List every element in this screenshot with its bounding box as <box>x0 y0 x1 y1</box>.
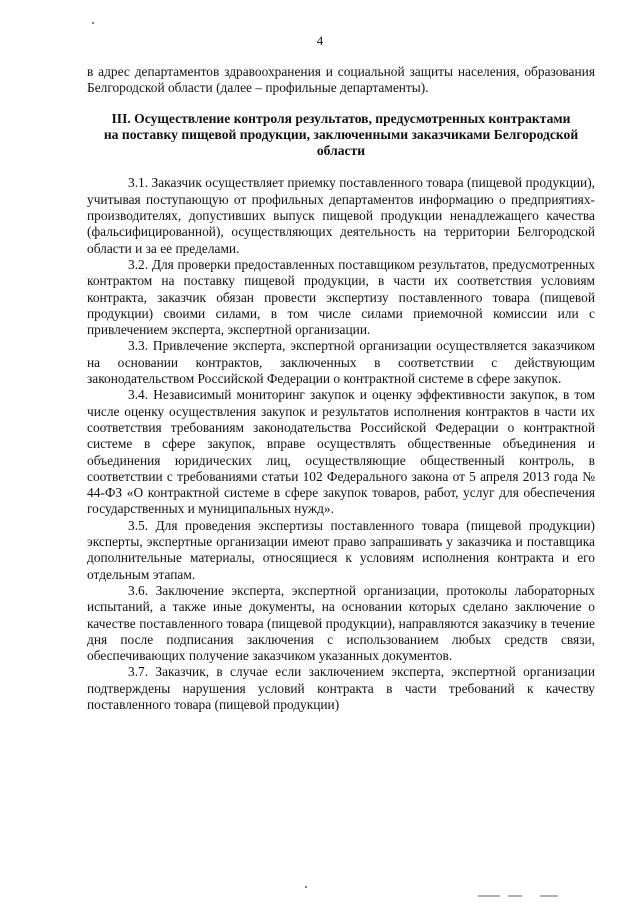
paragraph-3-7: 3.7. Заказчик, в случае если заключением эксперта, экспертной организации подтверждены нарушения условий контракта в части требований к качеству поставленного товара (пищевой продукции) <box>87 664 595 712</box>
scan-smudge <box>478 895 500 897</box>
scan-smudge <box>508 895 522 897</box>
paragraph-3-1: 3.1. Заказчик осуществляет приемку поставленного товара (пищевой продукции), учитывая поступающую от профильных департаментов информацию о предприятиях-производителях, допустивших выпуск пищевой продукции ненадлежащего качества (фальсифицированной), осуществляющих деятельность на территории Белгородской области и за ее пределами. <box>87 175 595 256</box>
lead-paragraph: в адрес департаментов здравоохранения и социальной защиты населения, образования Белгородской области (далее – профильные департаменты). <box>87 64 595 96</box>
paragraph-3-4: 3.4. Независимый мониторинг закупок и оценку эффективности закупок, в том числе оценку осуществления закупок и результатов исполнения контрактов в части их соответствия требованиям законодательства Российской Федерации о контрактной системе в сфере закупок, вправе осуществлять общественные объединения и объединения юридических лиц, осуществляющие общественный контроль, в соответствии с требованиями статьи 102 Федерального закона от 5 апреля 2013 года № 44-ФЗ «О контрактной системе в сфере закупок товаров, работ, услуг для обеспечения государственных и муниципальных нужд». <box>87 387 595 517</box>
scan-speck <box>305 886 307 888</box>
paragraph-3-6: 3.6. Заключение эксперта, экспертной организации, протоколы лабораторных испытаний, а также иные документы, на основании которых сделано заключение о качестве поставленного товара (пищевой продукции), направляются заказчику в течение дня после подписания заключения с использованием любых средств связи, обеспечивающих получение заказчиком указанных документов. <box>87 582 595 664</box>
paragraph-3-5: 3.5. Для проведения экспертизы поставленного товара (пищевой продукции) эксперты, экспертные организации имеют право запрашивать у заказчика и поставщика дополнительные материалы, относящиеся к условиям исполнения контракта и его отдельным этапам. <box>87 517 595 582</box>
paragraph-3-2: 3.2. Для проверки предоставленных поставщиком результатов, предусмотренных контрактом на поставку пищевой продукции, в части их соответствия условиям контракта, заказчик обязан провести экспертизу поставленного товара (пищевой продукции) своими силами, в том числе силами приемочной комиссии или с привлечением эксперта, экспертной организации. <box>87 256 595 338</box>
document-body <box>87 64 595 713</box>
page-number: 4 <box>316 33 324 48</box>
paragraph-3-3: 3.3. Привлечение эксперта, экспертной организации осуществляется заказчиком на основании контрактов, заключенных в соответствии с действующим законодательством Российской Федерации о контрактной системе в сфере закупок. <box>87 338 595 387</box>
scan-speck <box>92 22 94 24</box>
scan-smudge <box>540 895 558 897</box>
section-heading: III. Осуществление контроля результатов, предусмотренных контрактами на поставку пищевой продукции, заключенными заказчиками Белгородской области <box>103 110 579 159</box>
